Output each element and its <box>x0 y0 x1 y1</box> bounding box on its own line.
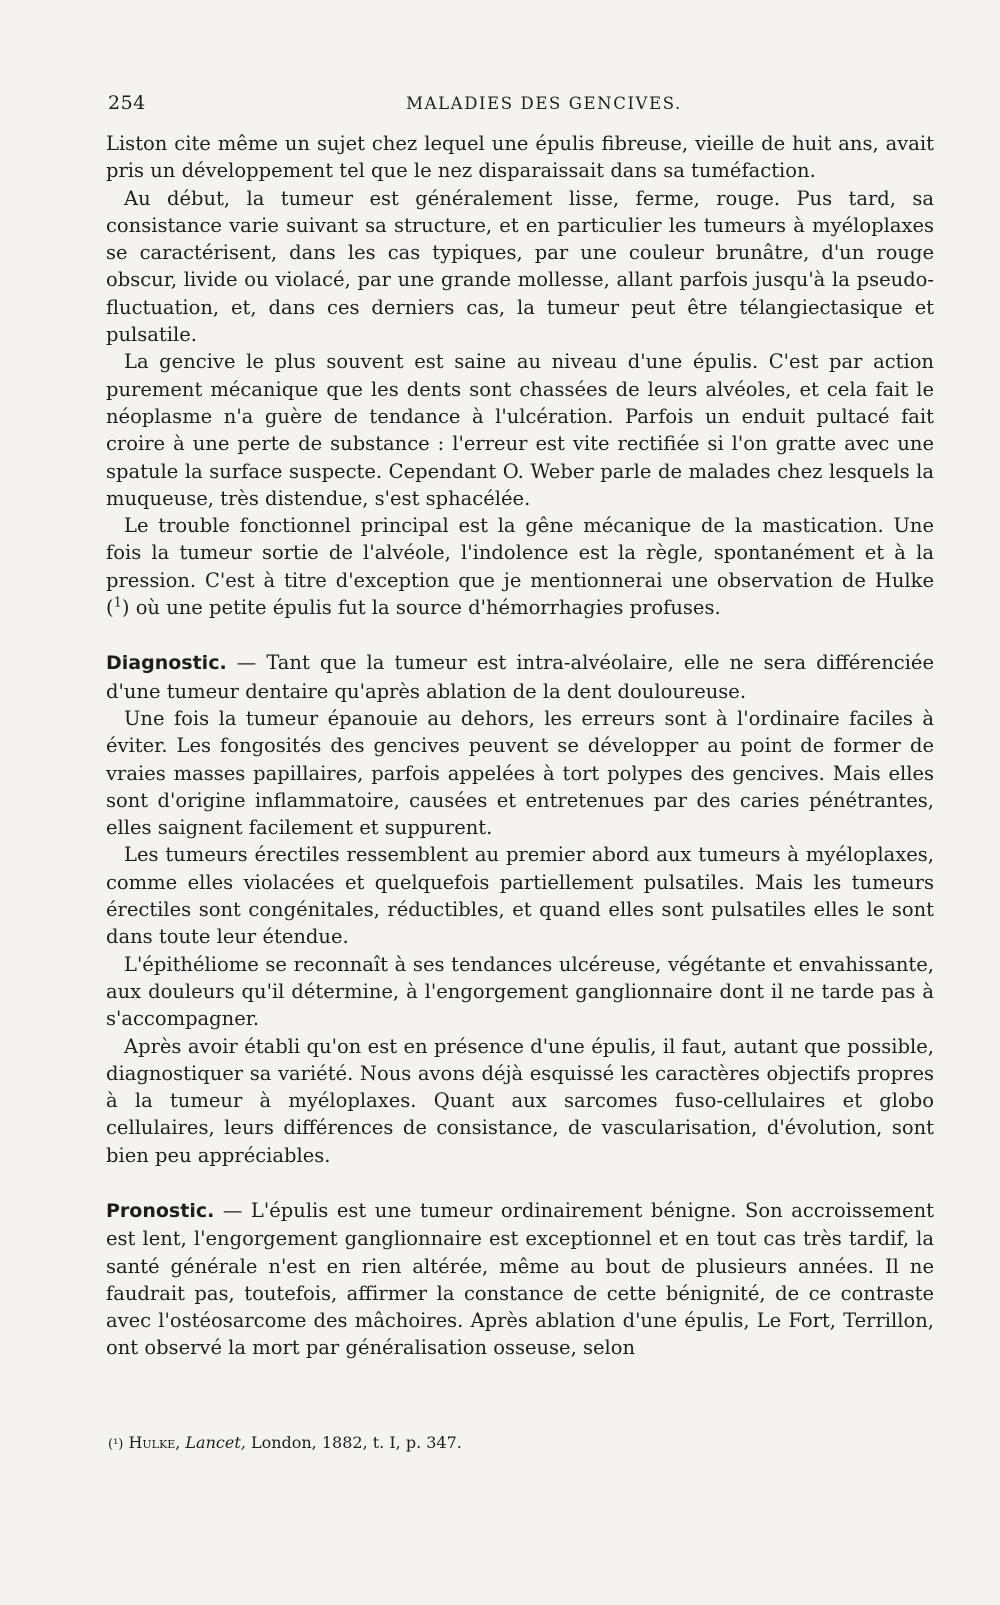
paragraph <box>106 512 934 621</box>
page-number: 254 <box>108 92 146 114</box>
paragraph-text: Les tumeurs érectiles ressemblent au premier abord aux tumeurs à myéloplaxes, comme elles violacées et quelquefois partiellement pulsatiles. Mais les tumeurs érectiles sont congénitales, réductibles, et quand elles sont pulsatiles elles le sont dans toute leur étendue. <box>106 843 934 949</box>
section-heading: Diagnostic. <box>106 652 227 675</box>
body-text <box>106 130 934 1362</box>
paragraph-text: — Tant que la tumeur est intra-alvéolaire, elle ne sera différenciée d'une tumeur dentaire qu'après ablation de la dent douloureuse. <box>106 651 934 703</box>
paragraph-text: L'épithéliome se reconnaît à ses tendances ulcéreuse, végétante et envahissante, aux douleurs qu'il détermine, à l'engorgement ganglionnaire dont il ne tarde pas à s'accompagner. <box>106 952 934 1031</box>
paragraph-text: Liston cite même un sujet chez lequel une épulis fibreuse, vieille de huit ans, avait pris un développement tel que le nez disparaissait dans sa tuméfaction. <box>106 132 934 183</box>
paragraph-text: Au début, la tumeur est généralement lisse, ferme, rouge. Pus tard, sa consistance varie suivant sa structure, et en particulier les tumeurs à myéloplaxes se caractérisent, dans les cas typiques, par une couleur brunâtre, d'un rouge obscur, livide ou violacé, par une grande mollesse, allant parfois jusqu'à la pseudo-fluctuation, et, dans ces derniers cas, la tumeur peut être télangiectasique et pulsatile. <box>106 186 934 347</box>
paragraph-text: Une fois la tumeur épanouie au dehors, les erreurs sont à l'ordinaire faciles à éviter. Les fongosités des gencives peuvent se développer au point de former de vraies masses papillaires, parfois appelées à tort polypes des gencives. Mais elles sont d'origine inflammatoire, causées et entretenues par des caries pénétrantes, elles saignent facilement et suppurent. <box>106 706 934 840</box>
section-pronostic <box>106 1197 934 1362</box>
paragraph <box>106 841 934 950</box>
paragraph <box>106 130 934 185</box>
paragraph-text: Le trouble fonctionnel principal est la gêne mécanique de la mastication. Une fois la tumeur sortie de l'alvéole, l'indolence est la règle, spontanément et à la pression. C'est à titre d'exception que je mentionnerai une observation de Hulke ( <box>106 514 934 620</box>
paragraph <box>106 185 934 349</box>
footnote-details: London, 1882, t. I, p. 347. <box>250 1433 462 1452</box>
footnote-mark: (¹) <box>108 1437 124 1452</box>
paragraph <box>106 348 934 512</box>
paragraph-text: Après avoir établi qu'on est en présence d'une épulis, il faut, autant que possible, diagnostiquer sa variété. Nous avons déjà esquissé les caractères objectifs propres à la tumeur à myéloplaxes. Quant aux sarcomes fuso-cellulaires et globo cellulaires, leurs différences de consistance, de vascularisation, d'évolution, sont bien peu appréciables. <box>106 1034 934 1167</box>
paragraph <box>106 705 934 841</box>
footnote-journal: Lancet, <box>185 1433 246 1452</box>
running-title: MALADIES DES GENCIVES. <box>406 94 682 113</box>
footnote-author: Hulke, <box>128 1433 181 1452</box>
footnote <box>108 1433 928 1452</box>
footnote-reference: 1 <box>113 595 122 611</box>
paragraph-text: — L'épulis est une tumeur ordinairement bénigne. Son accroissement est lent, l'engorgement ganglionnaire est exceptionnel et en tout cas très tardif, la santé générale n'est en rien altérée, même au bout de plusieurs années. Il ne faudrait pas, toutefois, affirmer la constance de cette bénignité, de ce contraste avec l'ostéosarcome des mâchoires. Après ablation d'une épulis, Le Fort, Terrillon, ont observé la mort par généralisation osseuse, selon <box>106 1198 934 1360</box>
paragraph-text: ) où une petite épulis fut la source d'hémorrhagies profuses. <box>121 596 721 620</box>
section-diagnostic <box>106 649 934 705</box>
paragraph <box>106 951 934 1033</box>
paragraph <box>106 1033 934 1169</box>
page-header <box>108 92 940 118</box>
paragraph-text: La gencive le plus souvent est saine au niveau d'une épulis. C'est par action purement mécanique que les dents sont chassées de leurs alvéoles, et cela fait le néoplasme n'a guère de tendance à l'ulcération. Parfois un enduit pultacé fait croire à une perte de substance : l'erreur est vite rectifiée si l'on gratte avec une spatule la surface suspecte. Cependant O. Weber parle de malades chez lesquels la muqueuse, très distendue, s'est sphacélée. <box>106 350 934 510</box>
section-heading: Pronostic. <box>106 1199 215 1222</box>
